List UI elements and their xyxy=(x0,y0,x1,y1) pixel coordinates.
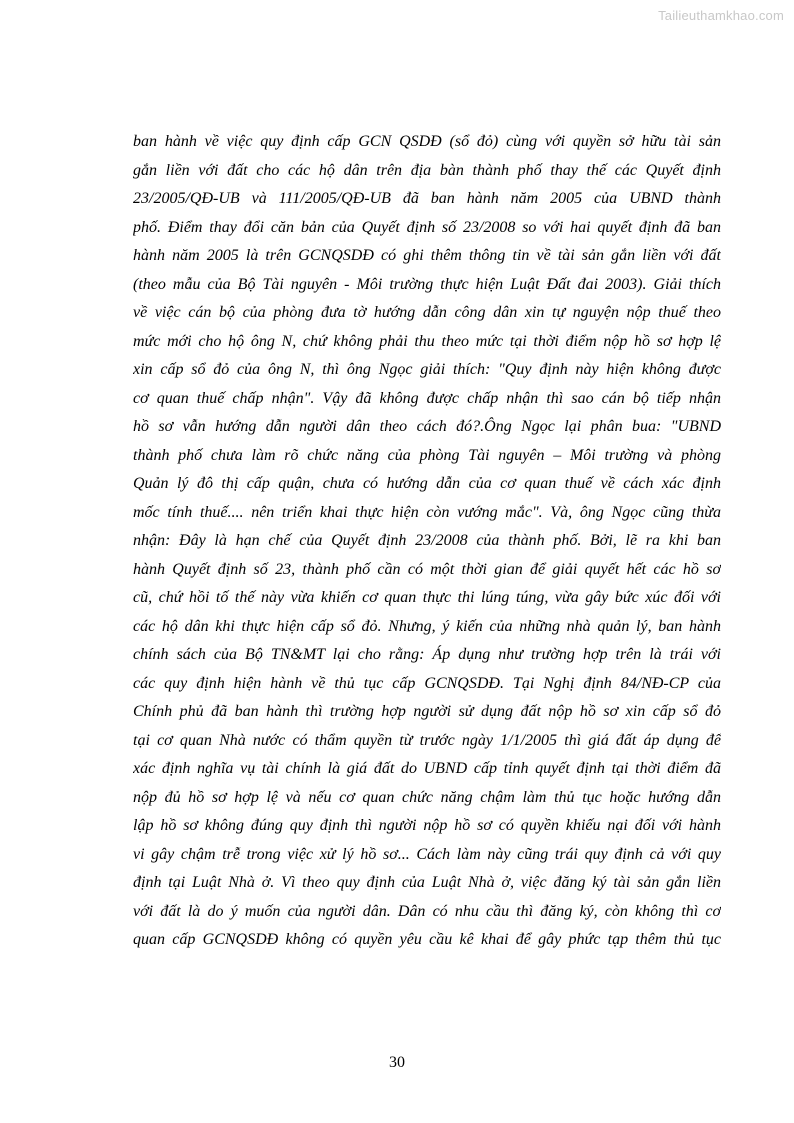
document-body xyxy=(133,128,721,955)
body-line: nộp đủ hồ sơ hợp lệ và nếu cơ quan chức năng chậm làm thủ tục hoặc hướng dẫn xyxy=(133,788,721,806)
body-line: lập hồ sơ không đúng quy định thì người nộp hồ sơ có quyền khiếu nại đối với hành xyxy=(133,817,721,834)
body-line: định tại Luật Nhà ở. Vì theo quy định của Luật Nhà ở, việc đăng ký tài sản gắn liền xyxy=(133,874,721,891)
body-line: cũ, chứ hồi tố thế này vừa khiến cơ quan thực thi lúng túng, vừa gây bức xúc đối với xyxy=(133,589,721,606)
body-line: 23/2005/QĐ-UB và 111/2005/QĐ-UB đã ban hành năm 2005 của UBND thành xyxy=(133,190,721,207)
body-line: các hộ dân khi thực hiện cấp sổ đỏ. Nhưng, ý kiến của những nhà quản lý, ban hành xyxy=(133,617,721,635)
body-line: xin cấp sổ đỏ của ông N, thì ông Ngọc giải thích: "Quy định này hiện không được xyxy=(133,361,721,378)
body-line: hành năm 2005 là trên GCNQSDĐ có ghi thêm thông tin về tài sản gắn liền với đất xyxy=(133,247,721,264)
body-line: mốc tính thuế.... nên triển khai thực hiện còn vướng mắc". Và, ông Ngọc cũng thừa xyxy=(133,503,721,521)
body-line: gắn liền với đất cho các hộ dân trên địa bàn thành phố thay thế các Quyết định xyxy=(133,161,721,179)
body-line: (theo mẫu của Bộ Tài nguyên - Môi trường thực hiện Luật Đất đai 2003). Giải thích xyxy=(133,275,721,293)
body-line: về việc cán bộ của phòng đưa tờ hướng dẫn công dân xin tự nguyện nộp thuế theo xyxy=(133,304,721,321)
body-line: quan cấp GCNQSDĐ không có quyền yêu cầu kê khai để gây phức tạp thêm thủ tục xyxy=(133,931,721,948)
watermark-text: Tailieuthamkhao.com xyxy=(658,8,784,23)
body-line: Chính phủ đã ban hành thì trường hợp người sử dụng đất nộp hồ sơ xin cấp sổ đỏ xyxy=(133,703,721,720)
body-line: hồ sơ vẫn hướng dẫn người dân theo cách đó?.Ông Ngọc lại phân bua: "UBND xyxy=(133,418,721,435)
body-line: hành Quyết định số 23, thành phố cần có một thời gian để giải quyết hết các hồ sơ xyxy=(133,560,721,578)
page-number: 30 xyxy=(389,1054,405,1071)
body-line: phố. Điểm thay đổi căn bản của Quyết định số 23/2008 so với hai quyết định đã ban xyxy=(133,218,721,236)
body-line: tại cơ quan Nhà nước có thẩm quyền từ trước ngày 1/1/2005 thì giá đất áp dụng để xyxy=(133,731,721,749)
body-line: nhận: Đây là hạn chế của Quyết định 23/2008 của thành phố. Bởi, lẽ ra khi ban xyxy=(133,532,721,549)
body-line: vi gây chậm trễ trong việc xử lý hồ sơ... Cách làm này cũng trái quy định cả với quy xyxy=(133,845,721,863)
body-line: các quy định hiện hành về thủ tục cấp GCNQSDĐ. Tại Nghị định 84/NĐ-CP của xyxy=(133,674,721,692)
body-line: xác định nghĩa vụ tài chính là giá đất do UBND cấp tỉnh quyết định tại thời điểm đã xyxy=(133,760,721,777)
body-line: thành phố chưa làm rõ chức năng của phòng Tài nguyên – Môi trường và phòng xyxy=(133,446,721,464)
body-line: cơ quan thuế chấp nhận". Vậy đã không được chấp nhận thì sao cán bộ tiếp nhận xyxy=(133,389,721,407)
body-line: Quản lý đô thị cấp quận, chưa có hướng dẫn của cơ quan thuế về cách xác định xyxy=(133,475,721,492)
body-line: mức mới cho hộ ông N, chứ không phải thu theo mức tại thời điểm nộp hồ sơ hợp lệ xyxy=(133,332,721,350)
body-line: chính sách của Bộ TN&MT lại cho rằng: Áp dụng như trường hợp trên là trái với xyxy=(133,646,721,663)
body-line: ban hành về việc quy định cấp GCN QSDĐ (sổ đỏ) cùng với quyền sở hữu tài sản xyxy=(133,133,721,150)
body-line: với đất là do ý muốn của người dân. Dân có nhu cầu thì đăng ký, còn không thì cơ xyxy=(133,902,721,920)
